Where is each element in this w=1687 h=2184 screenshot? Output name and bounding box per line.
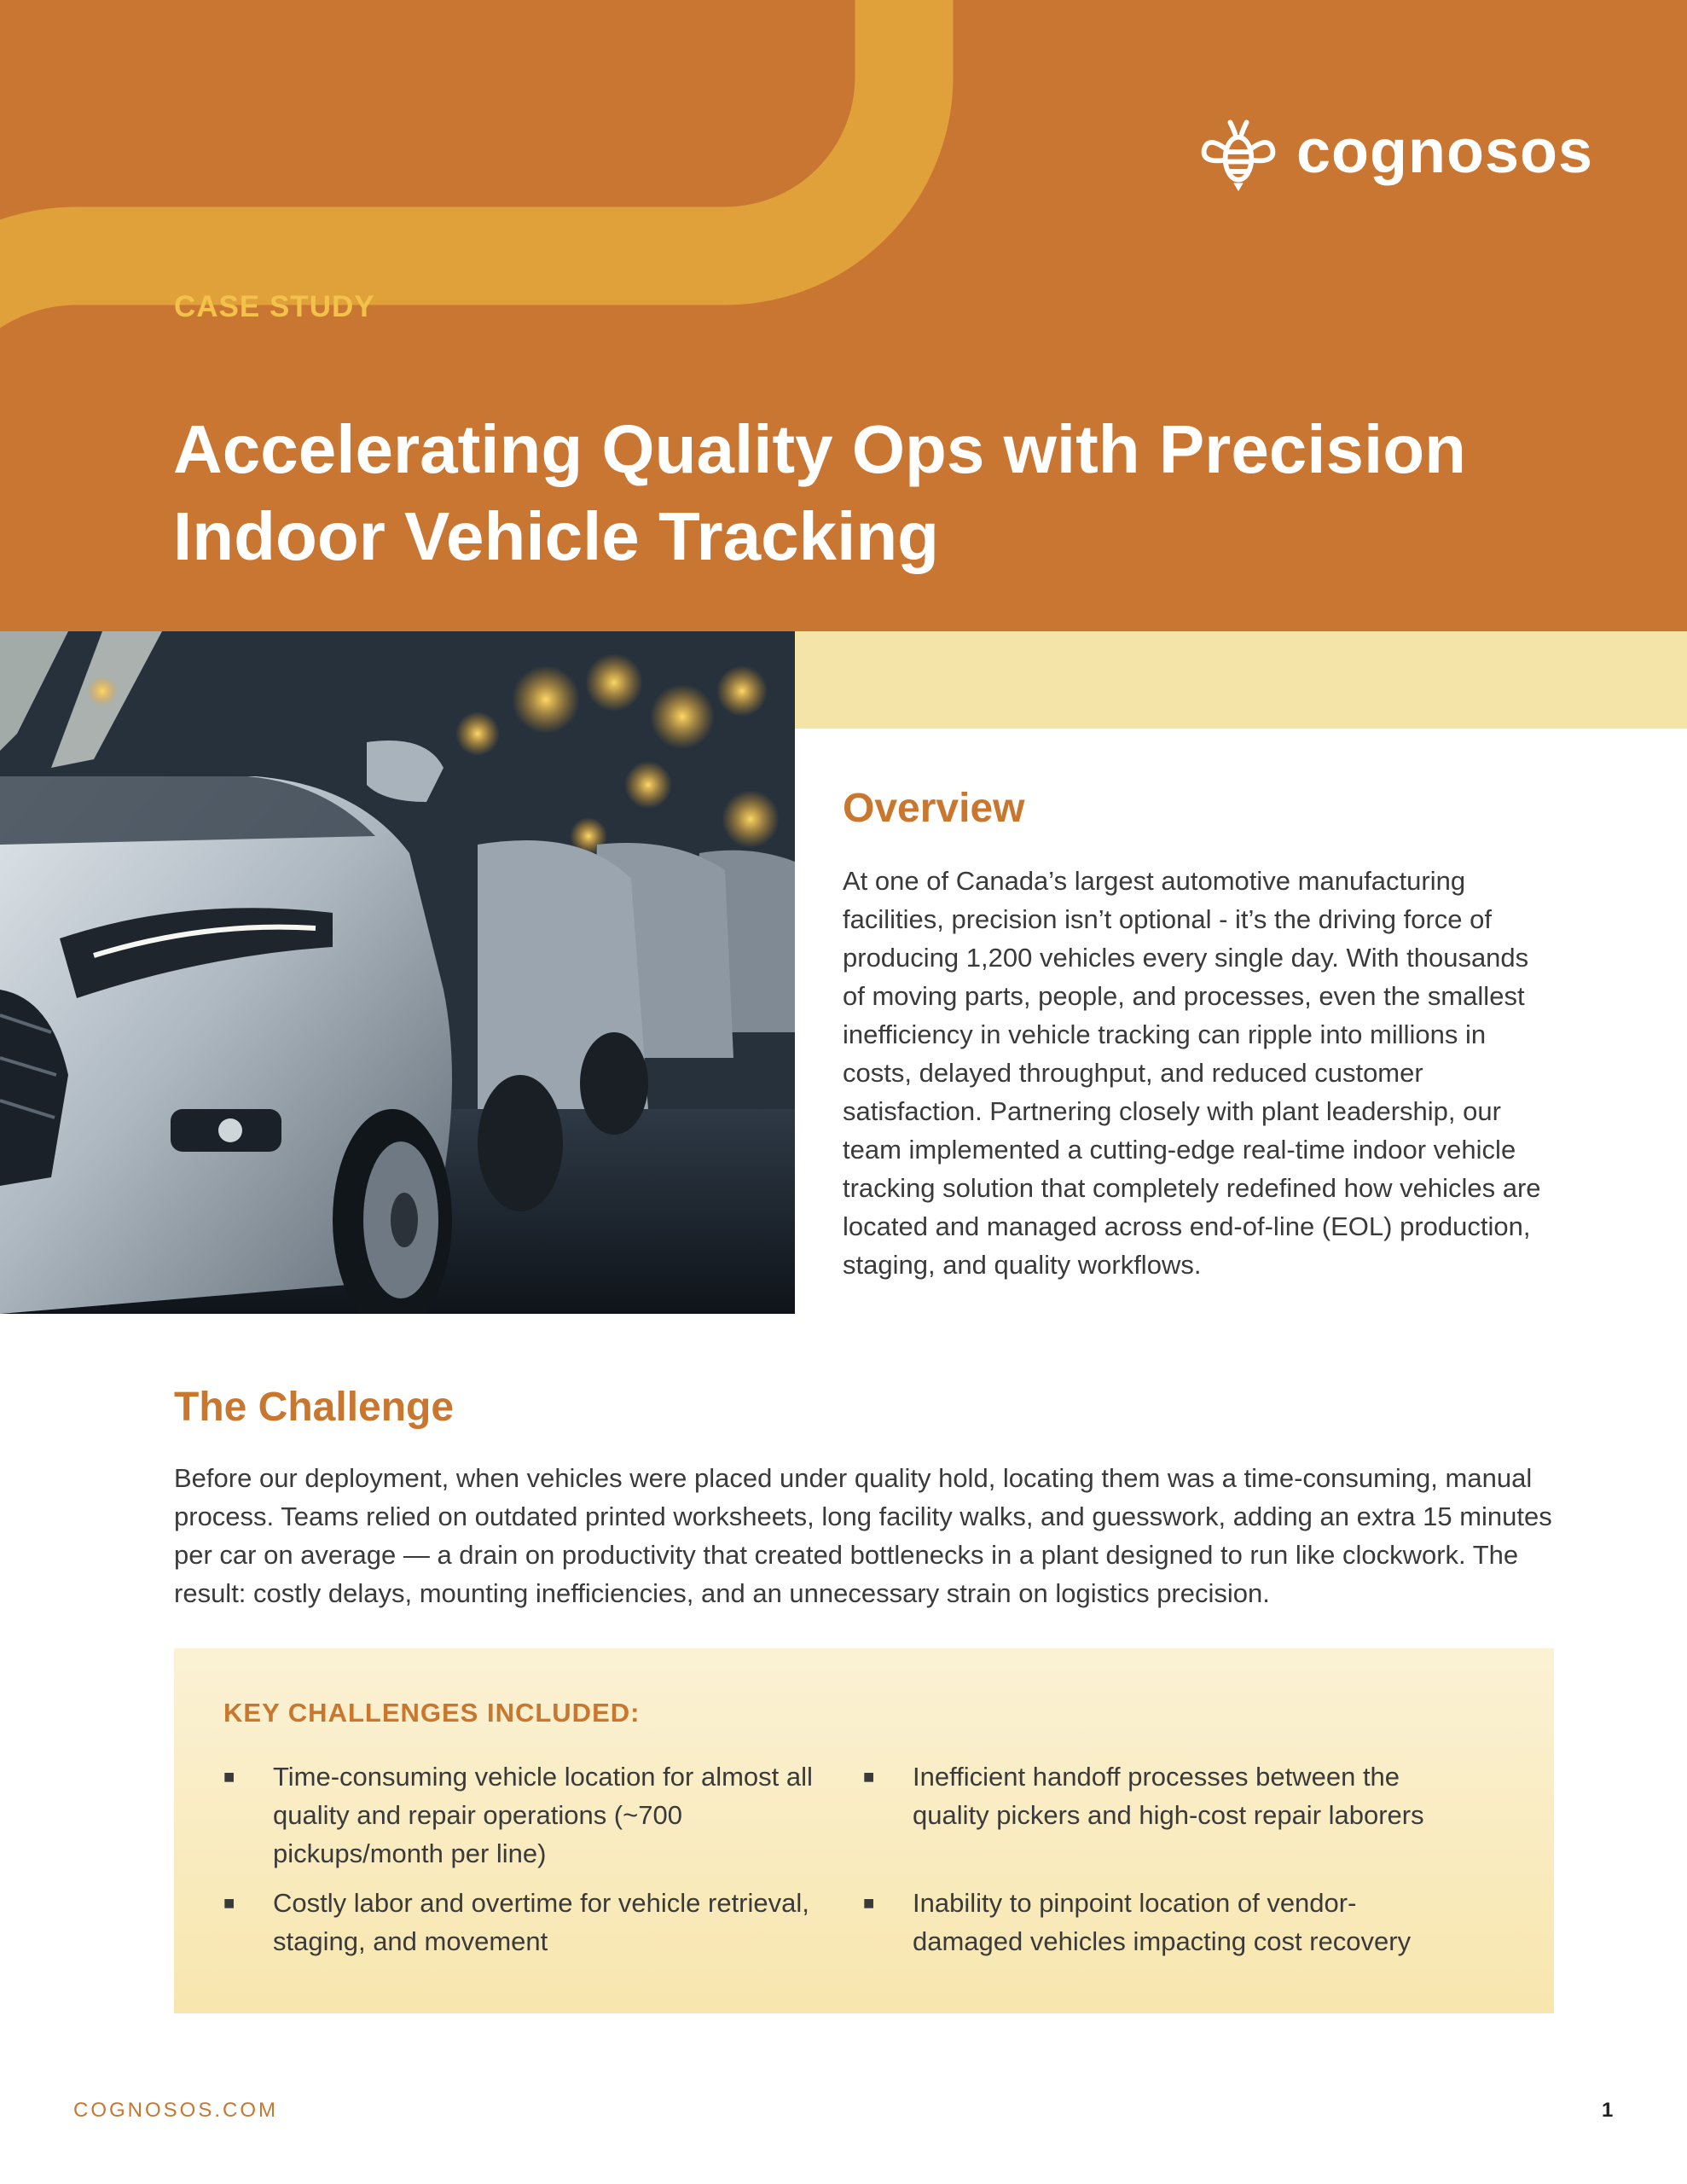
page-number: 1: [1602, 2099, 1614, 2122]
square-bullet-icon: ■: [223, 1766, 235, 1787]
list-item: [223, 1884, 819, 1960]
case-study-label: CASE STUDY: [174, 290, 375, 323]
list-item-text: Inability to pinpoint location of vendor-damaged vehicles impacting cost recovery: [913, 1888, 1412, 1956]
list-item-text: Costly labor and overtime for vehicle retrieval, staging, and movement: [273, 1888, 809, 1956]
square-bullet-icon: ■: [863, 1892, 875, 1914]
accent-strip: [795, 631, 1687, 729]
bee-icon: [1197, 111, 1279, 193]
header-band: [0, 0, 1687, 631]
list-item: [223, 1757, 819, 1873]
square-bullet-icon: ■: [863, 1766, 875, 1787]
cognosos-logo: [1197, 109, 1593, 195]
footer-website-link[interactable]: COGNOSOS.COM: [73, 2099, 279, 2122]
list-item-text: Time-consuming vehicle location for almost all quality and repair operations (~700 pickups/month per line): [273, 1762, 813, 1868]
overview-heading: Overview: [843, 786, 1025, 831]
key-challenges-title: KEY CHALLENGES INCLUDED:: [223, 1698, 641, 1728]
square-bullet-icon: ■: [223, 1892, 235, 1914]
list-item: [863, 1757, 1458, 1834]
page-title: Accelerating Quality Ops with Precision Indoor Vehicle Tracking: [173, 411, 1466, 574]
vehicles-photo: [0, 631, 795, 1314]
overview-body: At one of Canada’s largest automotive manufacturing facilities, precision isn’t optional - it’s the driving force of producing 1,200 vehicles every single day. With thousands of moving parts, people, and processes, even the smallest inefficiency in vehicle tracking can ripple into millions in costs, delayed throughput, and reduced customer satisfaction. Partnering closely with plant leadership, our team implemented a cutting-edge real-time indoor vehicle tracking solution that completely redefined how vehicles are located and managed across end-of-line (EOL) production, staging, and quality workflows.: [843, 866, 1541, 1280]
logo-wordmark: cognosos: [1296, 118, 1594, 186]
car-row-illustration: [0, 631, 795, 1314]
list-item-text: Inefficient handoff processes between the quality pickers and high-cost repair laborers: [913, 1762, 1424, 1830]
challenge-heading: The Challenge: [174, 1385, 455, 1430]
challenge-body: Before our deployment, when vehicles were placed under quality hold, locating them was a time-consuming, manual process. Teams relied on outdated printed worksheets, long facility walks, and guesswork, adding an extra 15 minutes per car on average — a drain on productivity that created bottlenecks in a plant designed to run like clockwork. The result: costly delays, mounting inefficiencies, and an unnecessary strain on logistics precision.: [174, 1463, 1552, 1608]
list-item: [863, 1884, 1458, 1960]
key-challenges-panel: [174, 1648, 1554, 2013]
